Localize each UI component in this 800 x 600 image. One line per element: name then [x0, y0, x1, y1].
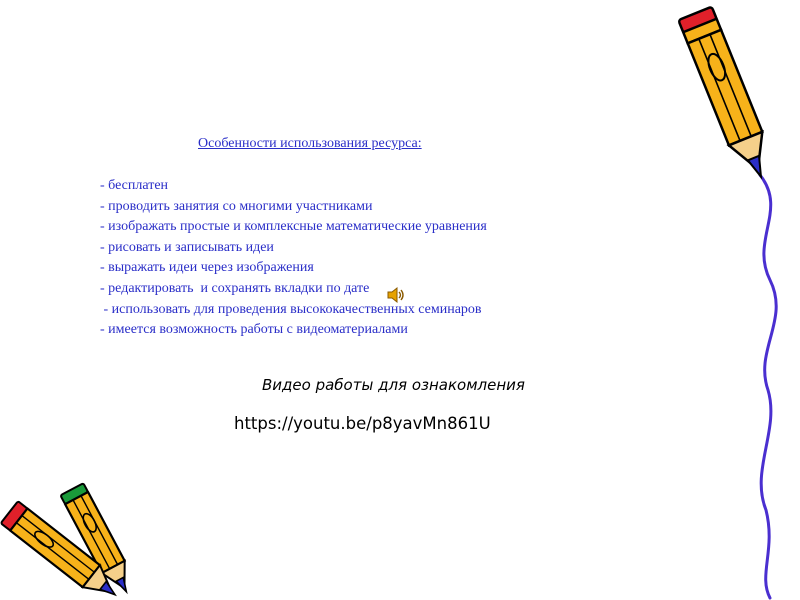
feature-item: - рисовать и записывать идеи [100, 239, 274, 255]
feature-item: - редактировать и сохранять вкладки по дате [100, 280, 370, 296]
feature-item: - использовать для проведения высококачественных семинаров [100, 301, 482, 317]
feature-item: - проводить занятия со многими участниками [100, 198, 373, 214]
video-link[interactable]: https://youtu.be/p8yavMn861U [234, 414, 491, 433]
video-caption: Видео работы для ознакомления [262, 376, 525, 394]
resource-features-title: Особенности использования ресурса: [198, 136, 422, 151]
pencils-icon [0, 470, 175, 600]
speaker-icon[interactable] [386, 285, 406, 305]
feature-item: - изображать простые и комплексные математические уравнения [100, 219, 487, 235]
feature-item: - выражать идеи через изображения [100, 260, 314, 276]
feature-item: - бесплатен [100, 178, 169, 193]
feature-item: - имеется возможность работы с видеоматериалами [100, 322, 408, 338]
squiggle-line [740, 170, 800, 600]
pencil-icon [668, 0, 788, 190]
features-list [100, 176, 487, 341]
